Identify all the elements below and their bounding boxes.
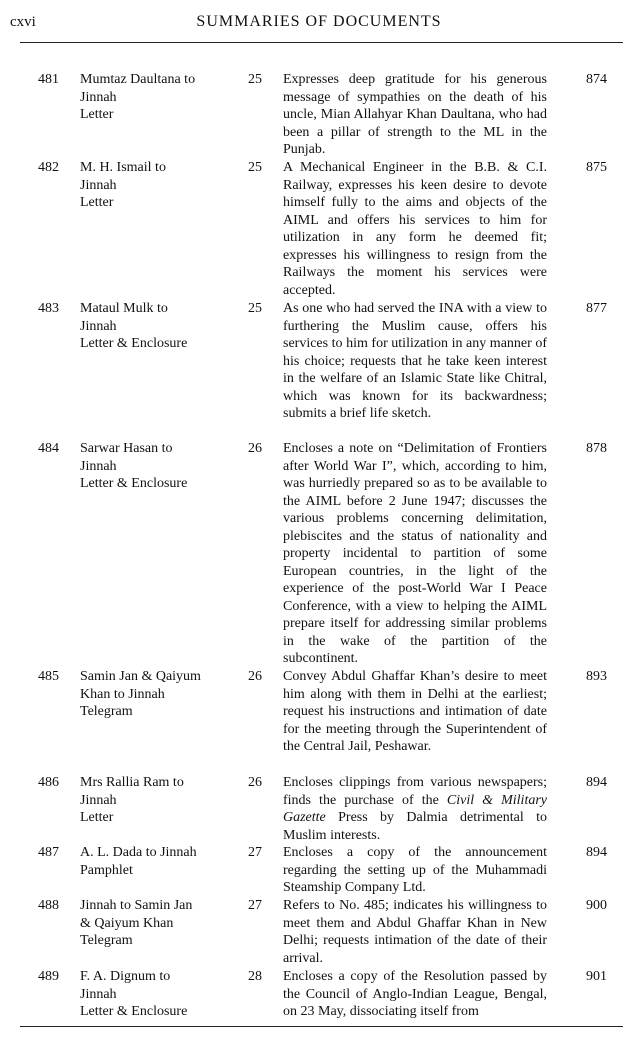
entry-day: 27 <box>248 898 262 913</box>
page-number: cxvi <box>10 14 36 30</box>
entry-summary: Encloses a copy of the announcement regarding the setting up of the Muhammadi Steamship Company Ltd. <box>283 845 547 895</box>
entry-party: Sarwar Hasan to Jinnah Letter & Enclosure <box>80 441 188 491</box>
entry-number: 486 <box>38 775 59 790</box>
entry-summary: Expresses deep gratitude for his generous message of sympathies on the death of his uncle, Mian Allahyar Khan Daultana, who had been a pillar of strength to the ML in the Punjab. <box>283 72 547 157</box>
entry-day: 26 <box>248 775 262 790</box>
entry-day: 26 <box>248 441 262 456</box>
entry-party: Mataul Mulk to Jinnah Letter & Enclosure <box>80 301 188 351</box>
entry-day: 28 <box>248 969 262 984</box>
entry-party: Samin Jan & Qaiyum Khan to Jinnah Telegram <box>80 669 201 719</box>
entry-page: 900 <box>586 898 607 913</box>
entry-day: 25 <box>248 301 262 316</box>
entry-party: A. L. Dada to Jinnah Pamphlet <box>80 845 197 878</box>
entry-number: 489 <box>38 969 59 984</box>
entry-number: 488 <box>38 898 59 913</box>
entry-day: 25 <box>248 160 262 175</box>
entry-page: 875 <box>586 160 607 175</box>
entry-number: 483 <box>38 301 59 316</box>
entry-number: 487 <box>38 845 59 860</box>
entry-summary: Refers to No. 485; indicates his willingness to meet them and Abdul Ghaffar Khan in New Delhi; requests intimation of the date of their arrival. <box>283 898 547 966</box>
entry-summary: As one who had served the INA with a view to furthering the Muslim cause, offers his services to him for utilization in any manner of his choice; requests that he take keen interest in the welfare of an Islamic State like Chitral, which was known for its backwardness; submits a brief life sketch. <box>283 301 547 421</box>
entry-party: Mrs Rallia Ram to Jinnah Letter <box>80 775 184 825</box>
entry-number: 481 <box>38 72 59 87</box>
footer-rule <box>20 1026 623 1027</box>
entry-summary: Encloses clippings from various newspapers; finds the purchase of the Civil & Military Gazette Press by Dalmia detrimental to Muslim interests. <box>283 775 547 843</box>
entry-page: 877 <box>586 301 607 316</box>
entry-party: M. H. Ismail to Jinnah Letter <box>80 160 166 210</box>
entry-page: 894 <box>586 845 607 860</box>
entry-page: 874 <box>586 72 607 87</box>
entry-day: 27 <box>248 845 262 860</box>
entry-summary: Encloses a note on “Delimitation of Frontiers after World War I”, which, according to him, was hurriedly prepared so as to be available to the AIML before 2 June 1947; discusses the various problems concerning delimitation, plebiscites and the status of nationality and property incidental to partition of some European countries, in the light of the experience of the post-World War I Peace Conference, with a view to helping the AIML prepare itself for addressing similar problems in the wake of the partition of the subcontinent. <box>283 441 547 666</box>
entry-number: 484 <box>38 441 59 456</box>
entry-day: 26 <box>248 669 262 684</box>
entry-summary: Convey Abdul Ghaffar Khan’s desire to meet him along with them in Delhi at the earliest; request his instructions and intimation of date for the meeting through the Superintendent of the Central Jail, Peshawar. <box>283 669 547 754</box>
entry-party: Jinnah to Samin Jan & Qaiyum Khan Telegram <box>80 898 193 948</box>
entry-summary: A Mechanical Engineer in the B.B. & C.I. Railway, expresses his keen desire to devote himself fully to the aims and objects of the AIML and offers his services to him for utilization in any form he deemed fit; expresses his willingness to resign from the Railways the moment his services were accepted. <box>283 160 547 298</box>
entry-number: 482 <box>38 160 59 175</box>
entry-day: 25 <box>248 72 262 87</box>
page-header <box>0 10 638 38</box>
entry-page: 894 <box>586 775 607 790</box>
running-head: SUMMARIES OF DOCUMENTS <box>196 13 442 30</box>
entry-party: F. A. Dignum to Jinnah Letter & Enclosure <box>80 969 188 1019</box>
entry-number: 485 <box>38 669 59 684</box>
newspaper-title: Civil & Military Gazette <box>283 792 547 825</box>
entry-party: Mumtaz Daultana to Jinnah Letter <box>80 72 196 122</box>
entry-summary: Encloses a copy of the Resolution passed by the Council of Anglo-Indian League, Bengal, on 23 May, dissociating itself from <box>283 969 547 1019</box>
entry-page: 893 <box>586 669 607 684</box>
entry-page: 878 <box>586 441 607 456</box>
header-rule <box>20 42 623 43</box>
entry-page: 901 <box>586 969 607 984</box>
